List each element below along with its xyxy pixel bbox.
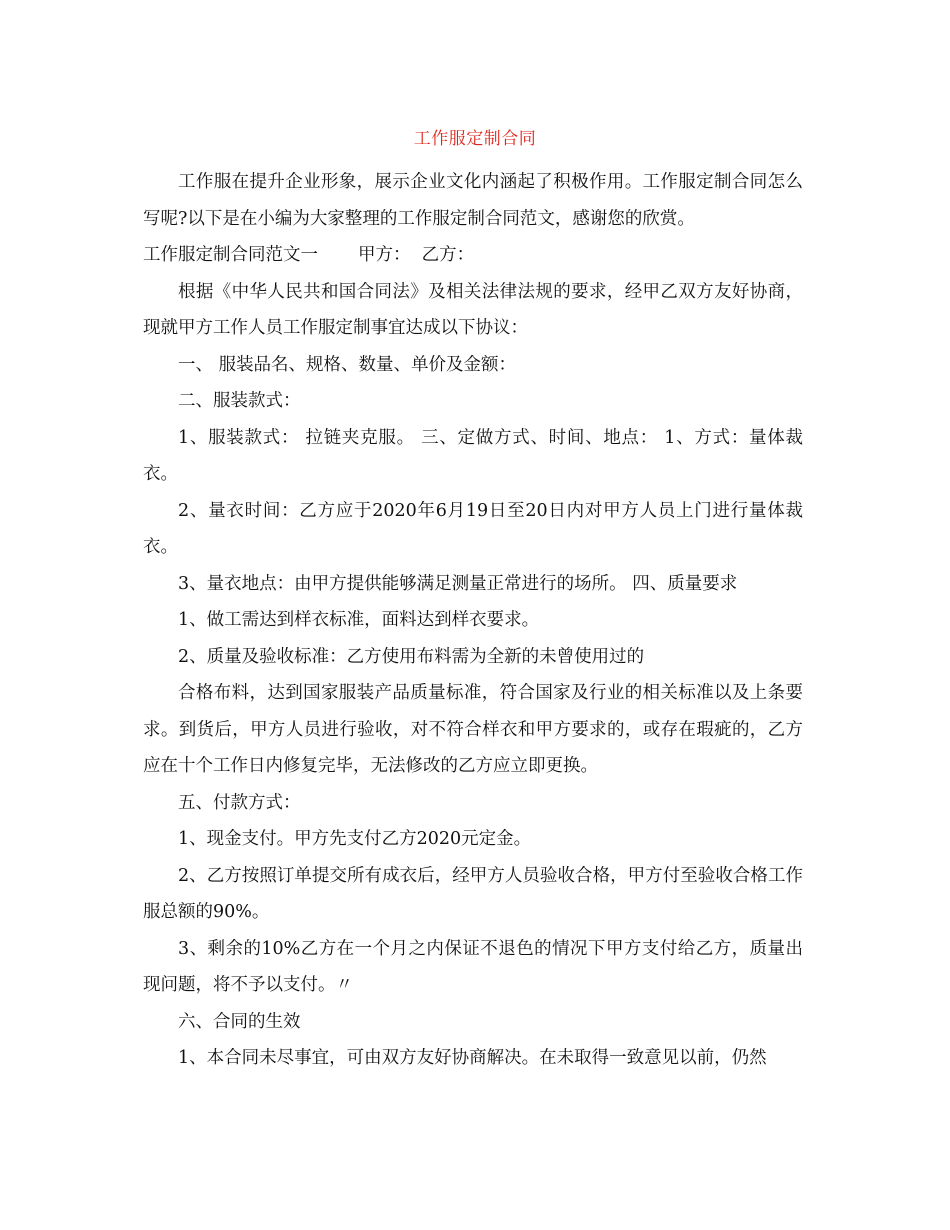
section-2-heading: 二、服装款式：: [178, 391, 301, 411]
clause-style: 1、服装款式： 拉链夹克服。 三、定做方式、时间、地点： 1、方式：量体裁衣。: [143, 427, 803, 484]
section-5-heading: 五、付款方式：: [178, 792, 301, 813]
intro-paragraph: 工作服在提升企业形象，展示企业文化内涵起了积极作用。工作服定制合同怎么写呢?以下是在小编为大家整理的工作服定制合同范文，感谢您的欣赏。: [143, 172, 803, 229]
document-title: 工作服定制合同: [413, 129, 537, 149]
clause-payment-2: 2、乙方按照订单提交所有成衣后，经甲方人员验收合格，甲方付至验收合格工作服总额的90%。: [143, 865, 803, 922]
clause-quality-standard: 2、质量及验收标准：乙方使用布料需为全新的未曾使用过的: [178, 646, 645, 667]
paragraph-preamble: 根据《中华人民共和国合同法》及相关法律法规的要求，经甲乙双方友好协商，现就甲方工作人员工作服定制事宜达成以下协议：: [143, 281, 803, 338]
section-6-heading: 六、合同的生效: [178, 1011, 301, 1032]
sample-heading-line: [143, 237, 803, 274]
party-b-label: 乙方：: [421, 245, 475, 265]
clause-workmanship: 1、做工需达到样衣标准，面料达到样衣要求。: [178, 610, 540, 630]
party-a-label: 甲方：: [358, 245, 411, 265]
clause-effect-1: 1、本合同未尽事宜，可由双方友好协商解决。在未取得一致意见以前，仍然: [178, 1048, 767, 1068]
document-body: [143, 164, 803, 1077]
sample-heading: 工作服定制合同范文一: [143, 245, 318, 265]
clause-measure-place: 3、量衣地点：由甲方提供能够满足测量正常进行的场所。 四、质量要求: [178, 573, 738, 594]
clause-payment-3: 3、剩余的10%乙方在一个月之内保证不退色的情况下甲方支付给乙方，质量出现问题，将不予以支付。〃: [143, 938, 803, 995]
clause-measure-time: 2、量衣时间：乙方应于2020年6月19日至20日内对甲方人员上门进行量体裁衣。: [143, 500, 803, 557]
clause-payment-1: 1、现金支付。甲方先支付乙方2020元定金。: [178, 829, 532, 849]
clause-quality-continued: 合格布料，达到国家服装产品质量标准，符合国家及行业的相关标准以及上条要求。到货后，甲方人员进行验收，对不符合样衣和甲方要求的，或存在瑕疵的，乙方应在十个工作日内修复完毕，无法修改的乙方应立即更换。: [143, 683, 803, 776]
section-1-heading: 一、 服装品名、规格、数量、单价及金额：: [178, 354, 517, 375]
